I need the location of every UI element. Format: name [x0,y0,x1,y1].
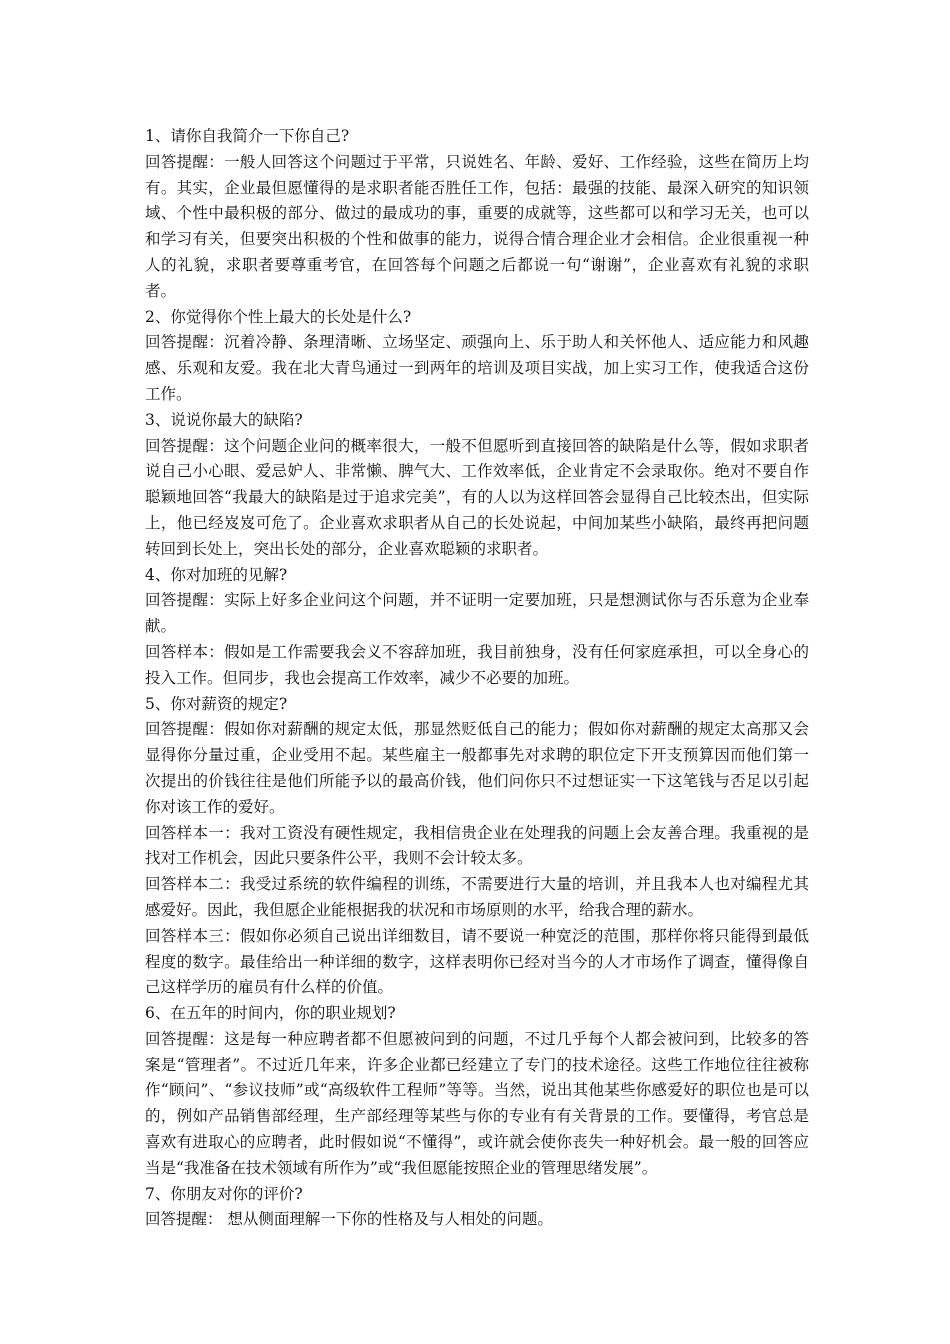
question-heading: 3、说说你最大的缺陷? [145,410,303,429]
answer-sample: 回答样本三：假如你必须自己说出详细数目，请不要说一种宽泛的范围，那样你将只能得到最低程度的数字。最佳给出一种详细的数字，这样表明你已经对当今的人才市场作了调查，懂得像自己这样学历的雇员有什么样的价值。 [145,926,809,997]
answer-tip: 回答提醒： 想从侧面理解一下你的性格及与人相处的问题。 [145,1210,553,1229]
document-body [145,124,809,1233]
question-heading: 1、请你自我简介一下你自己? [145,127,350,145]
answer-tip: 回答提醒：假如你对薪酬的规定太低，那显然贬低自己的能力；假如你对薪酬的规定太高那又会显得你分量过重，企业受用不起。某些雇主一般都事先对求聘的职位定下开支预算因而他们第一次提出的价钱往往是他们所能予以的最高价钱，他们问你只不过想证实一下这笔钱与否足以引起你对该工作的爱好。 [145,720,809,816]
question-heading: 2、你觉得你个性上最大的长处是什么? [145,307,412,326]
answer-tip: 回答提醒：这个问题企业问的概率很大，一般不但愿听到直接回答的缺陷是什么等，假如求职者说自己小心眼、爱忌妒人、非常懒、脾气大、工作效率低，企业肯定不会录取你。绝对不要自作聪颖地回答“我最大的缺陷是过于追求完美”，有的人以为这样回答会显得自己比较杰出，但实际上，他已经岌岌可危了。企业喜欢求职者从自己的长处说起，中间加某些小缺陷，最终再把问题转回到长处上，突出长处的部分，企业喜欢聪颖的求职者。 [145,436,809,558]
question-heading: 5、你对薪资的规定? [145,694,288,713]
answer-tip: 回答提醒：实际上好多企业问这个问题，并不证明一定要加班，只是想测试你与否乐意为企业奉献。 [145,591,809,636]
answer-tip: 回答提醒：沉着冷静、条理清晰、立场坚定、顽强向上、乐于助人和关怀他人、适应能力和风趣感、乐观和友爱。我在北大青鸟通过一到两年的培训及项目实战，加上实习工作，使我适合这份工作。 [145,333,809,403]
answer-sample: 回答样本二：我受过系统的软件编程的训练，不需要进行大量的培训，并且我本人也对编程尤其感爱好。因此，我但愿企业能根据我的状况和市场原则的水平，给我合理的薪水。 [145,875,809,919]
question-heading: 4、你对加班的见解? [145,565,288,584]
answer-sample: 回答样本一：我对工资没有硬性规定，我相信贵企业在处理我的问题上会友善合理。我重视的是找对工作机会，因此只要条件公平，我则不会计较太多。 [145,823,809,868]
answer-tip: 回答提醒：一般人回答这个问题过于平常，只说姓名、年龄、爱好、工作经验，这些在简历上均有。其实，企业最但愿懂得的是求职者能否胜任工作，包括：最强的技能、最深入研究的知识领域、个性中最积极的部分、做过的最成功的事，重要的成就等，这些都可以和学习无关，也可以和学习有关，但要突出积极的个性和做事的能力，说得合情合理企业才会相信。企业很重视一种人的礼貌，求职者要尊重考官，在回答每个问题之后都说一句“谢谢”，企业喜欢有礼貌的求职者。 [145,152,809,300]
answer-tip: 回答提醒：这是每一种应聘者都不但愿被问到的问题，不过几乎每个人都会被问到，比较多的答案是“管理者”。不过近几年来，许多企业都已经建立了专门的技术途径。这些工作地位往往被称作“顾问”、“参议技师”或“高级软件工程师”等等。当然，说出其他某些你感爱好的职位也是可以的，例如产品销售部经理，生产部经理等某些与你的专业有有关背景的工作。要懂得，考官总是喜欢有进取心的应聘者，此时假如说“不懂得”，或许就会使你丧失一种好机会。最一般的回答应当是“我准备在技术领域有所作为”或“我但愿能按照企业的管理思绪发展”。 [145,1029,809,1177]
question-heading: 7、你朋友对你的评价? [145,1184,303,1203]
answer-sample: 回答样本：假如是工作需要我会义不容辞加班，我目前独身，没有任何家庭承担，可以全身心的投入工作。但同步，我也会提高工作效率，减少不必要的加班。 [145,642,809,687]
question-heading: 6、在五年的时间内，你的职业规划? [145,1004,396,1023]
